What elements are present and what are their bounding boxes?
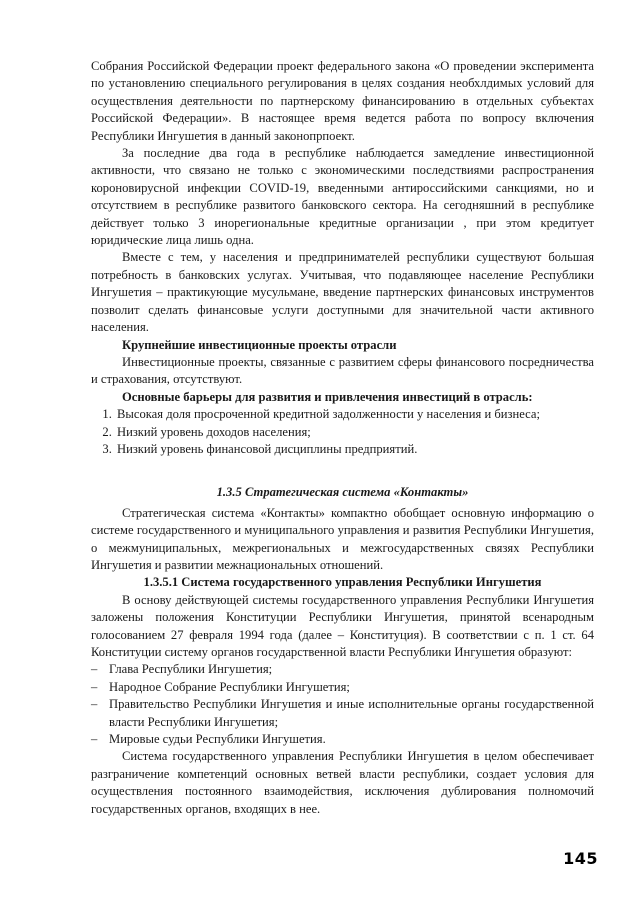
section-title: 1.3.5 Стратегическая система «Контакты»: [216, 485, 469, 500]
dash-marker: –: [91, 732, 98, 747]
paragraph-3: Вместе с тем, у населения и предпринимателей республики существуют большая потребность в банковских услугах. Учитывая, что подавляющее население Республики Ингушетия – практикующие мусульмане, введение партнерских финансовых инструментов позволит сделать финансовые услуги доступными для значительной части активного населения.: [91, 250, 594, 335]
barrier-item: 2. Низкий уровень доходов населения;: [115, 424, 594, 441]
subsection-title: 1.3.5.1 Система государственного управления Республики Ингушетия: [143, 575, 542, 590]
paragraph-2: За последние два года в республике наблюдается замедление инвестиционной активности, что связано не только с экономическими последствиями распространения короновирусной инфекции COVID-19, введенными антироссийскими санкциями, но и отсутствием в республике развитого банковского сектора. На сегодняшний в республике действует только 3 инорегиональные кредитные организации , при этом кредитует юридические лица лишь одна.: [91, 146, 594, 248]
list-item: [91, 679, 594, 696]
projects-heading: Крупнейшие инвестиционные проекты отрасли: [122, 337, 397, 352]
list-item: [91, 731, 594, 748]
barrier-item: 3. Низкий уровень финансовой дисциплины предприятий.: [115, 441, 594, 458]
section-text: Стратегическая система «Контакты» компактно обобщает основную информацию о системе государственного и муниципального управления и развития Республики Ингушетия, о межмуниципальных, межрегиональных и межгосударственных связях Республики Ингушетия и развитии межнациональных отношений.: [91, 505, 594, 572]
list-item-text: Мировые судьи Республики Ингушетия.: [109, 732, 326, 747]
barriers-list: [91, 406, 594, 458]
projects-text: Инвестиционные проекты, связанные с развитием сферы финансового посредничества и страхования, отсутствуют.: [91, 354, 594, 387]
dash-marker: –: [91, 679, 98, 694]
government-bodies-list: [91, 661, 594, 748]
paragraph-1: Собрания Российской Федерации проект федерального закона «О проведении эксперимента по установлению специального регулирования в целях создания необхлдимых условий для осуществления деятельности по партнерскому финансированию в отдельных субъектах Российской Федерации». В настоящее время ведется работа по вопросу включения Республики Ингушетия в данный законопрпоект.: [91, 59, 594, 143]
page-number: 145: [563, 849, 598, 868]
list-item-text: Глава Республики Ингушетия;: [109, 662, 273, 677]
dash-marker: –: [91, 662, 98, 677]
list-item-text: Народное Собрание Республики Ингушетия;: [109, 679, 350, 694]
closing-paragraph: Система государственного управления Республики Ингушетия в целом обеспечивает разграничение компетенций основных ветвей власти республики, создает условия для осуществления постоянного взаимодействия, исключения дублирования полномочий государственных органов, входящих в нее.: [91, 749, 594, 816]
barrier-item: 1. Высокая доля просроченной кредитной задолженности у населения и бизнеса;: [115, 406, 594, 423]
page-content: [91, 58, 594, 818]
list-item: [91, 661, 594, 678]
dash-marker: –: [91, 697, 98, 712]
barriers-heading: Основные барьеры для развития и привлечения инвестиций в отрасль:: [122, 389, 533, 404]
subsection-text: В основу действующей системы государственного управления Республики Ингушетия заложены положения Конституции Республики Ингушетия, принятой всенародным голосованием 27 февраля 1994 года (далее – Конституция). В соответствии с п. 1 ст. 64 Конституции систему органов государственной власти Республики Ингушетия образуют:: [91, 592, 594, 659]
list-item-text: Правительство Республики Ингушетия и иные исполнительные органы государственной власти Республики Ингушетия;: [109, 697, 594, 729]
list-item: [91, 696, 594, 731]
